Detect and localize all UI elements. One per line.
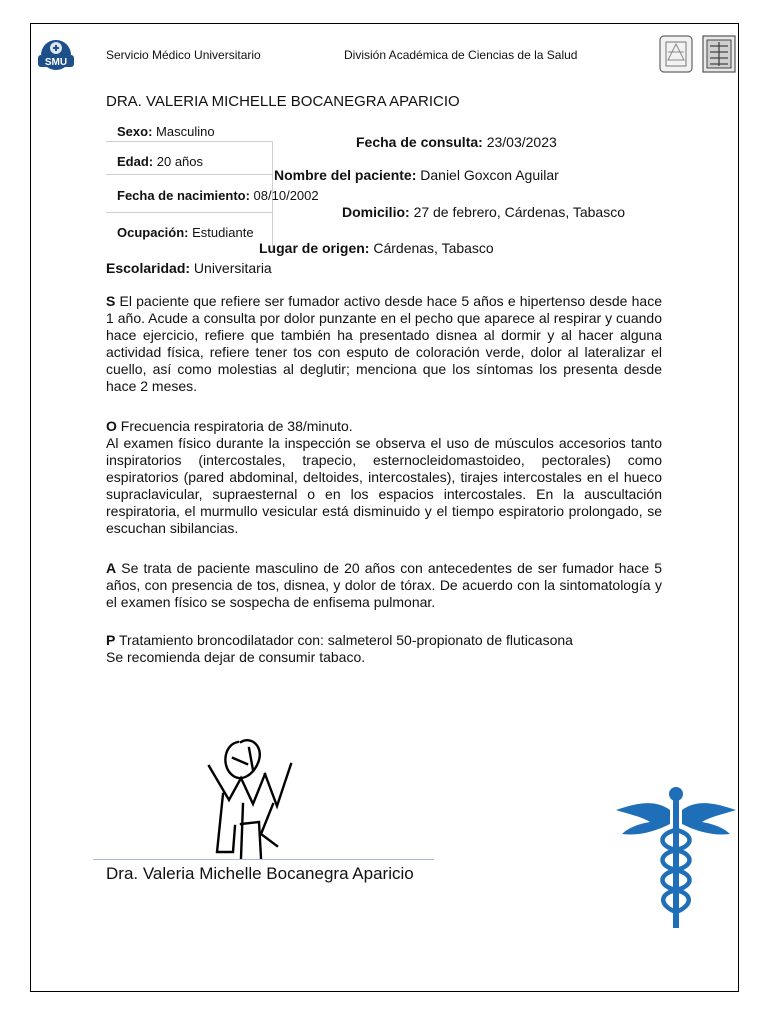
o-letter: O [106,418,117,434]
p-letter: P [106,632,116,648]
escolaridad-label: Escolaridad: [106,260,191,276]
o-line1: Frecuencia respiratoria de 38/minuto. [120,418,353,434]
consulta-field [356,134,557,150]
sexo-label: Sexo: [117,124,153,139]
a-letter: A [106,560,117,576]
nacimiento-value: 08/10/2002 [253,188,319,203]
escolaridad-value: Universitaria [193,260,272,276]
nombre-label: Nombre del paciente: [274,167,417,183]
university-crest-icon [701,34,737,79]
caduceus-icon [614,776,738,939]
university-seal-icon [658,34,694,79]
s-text: El paciente que refiere ser fumador activo desde hace 5 años e hipertenso desde hace 1 año. Acude a consulta por dolor punzante en el pecho que aparece al respirar y cuando hace ejercicio, refiere que también ha presentado disnea al dormir y al hacer alguna actividad física, refiere tener tos con esputo de coloración verde, dolor al lateralizar el cuello, así como molestias al deglutir; menciona que los síntomas los presenta desde hace 2 meses. [106,293,662,394]
origen-field [259,240,494,256]
nacimiento-field [117,188,319,203]
edad-label: Edad: [117,154,154,169]
s-letter: S [106,293,116,309]
signature-name: Dra. Valeria Michelle Bocanegra Aparicio [106,864,414,883]
nacimiento-label: Fecha de nacimiento: [117,188,250,203]
p-line1: Tratamiento broncodilatador con: salmeterol 50-propionato de fluticasona [118,632,573,648]
edad-field [117,154,203,169]
a-text: Se trata de paciente masculino de 20 años con antecedentes de ser fumador hace 5 años, con presencia de tos, disnea, y dolor de tórax. De acuerdo con la sintomatología y el examen físico se sospecha de enfisema pulmonar. [106,560,662,610]
domicilio-field [342,204,625,220]
header-left-title: Servicio Médico Universitario [106,48,261,62]
sexo-value: Masculino [156,124,215,139]
header-center-title: División Académica de Ciencias de la Salud [344,48,578,62]
soap-plan [106,632,662,666]
ocupacion-value: Estudiante [192,225,254,240]
smu-logo-icon [34,37,78,82]
origen-value: Cárdenas, Tabasco [373,240,494,256]
soap-objective [106,418,662,537]
consulta-value: 23/03/2023 [486,134,557,150]
doctor-title: DRA. VALERIA MICHELLE BOCANEGRA APARICIO [106,93,460,110]
edad-value: 20 años [156,154,204,169]
sexo-field [117,124,215,139]
o-text: Al examen físico durante la inspección se observa el uso de músculos accesorios tanto inspiratorios (intercostales, trapecio, esternocleidomastoideo, pectorales) como espiratorios (pared abdominal, deltoides, intercostales), tirajes intercostales en el hueco supraclavicular, supraesternal o en los espacios intercostales. En la auscultación respiratoria, el murmullo vesicular está disminuido y el tiempo espiratorio prolongado, se escuchan sibilancias. [106,435,662,536]
consulta-label: Fecha de consulta: [356,134,483,150]
nombre-field [274,167,559,183]
domicilio-value: 27 de febrero, Cárdenas, Tabasco [413,204,625,220]
origen-label: Lugar de origen: [259,240,370,256]
soap-assessment [106,560,662,611]
signature-mark [203,734,303,869]
p-line2: Se recomienda dejar de consumir tabaco. [106,649,366,665]
domicilio-label: Domicilio: [342,204,410,220]
nombre-value: Daniel Goxcon Aguilar [420,167,559,183]
logo-text: SMU [44,57,68,68]
ocupacion-label: Ocupación: [117,225,189,240]
signature-line [93,859,434,860]
soap-subjective [106,293,662,395]
escolaridad-field [106,260,272,276]
document-page [30,23,739,992]
ocupacion-field [117,225,254,240]
